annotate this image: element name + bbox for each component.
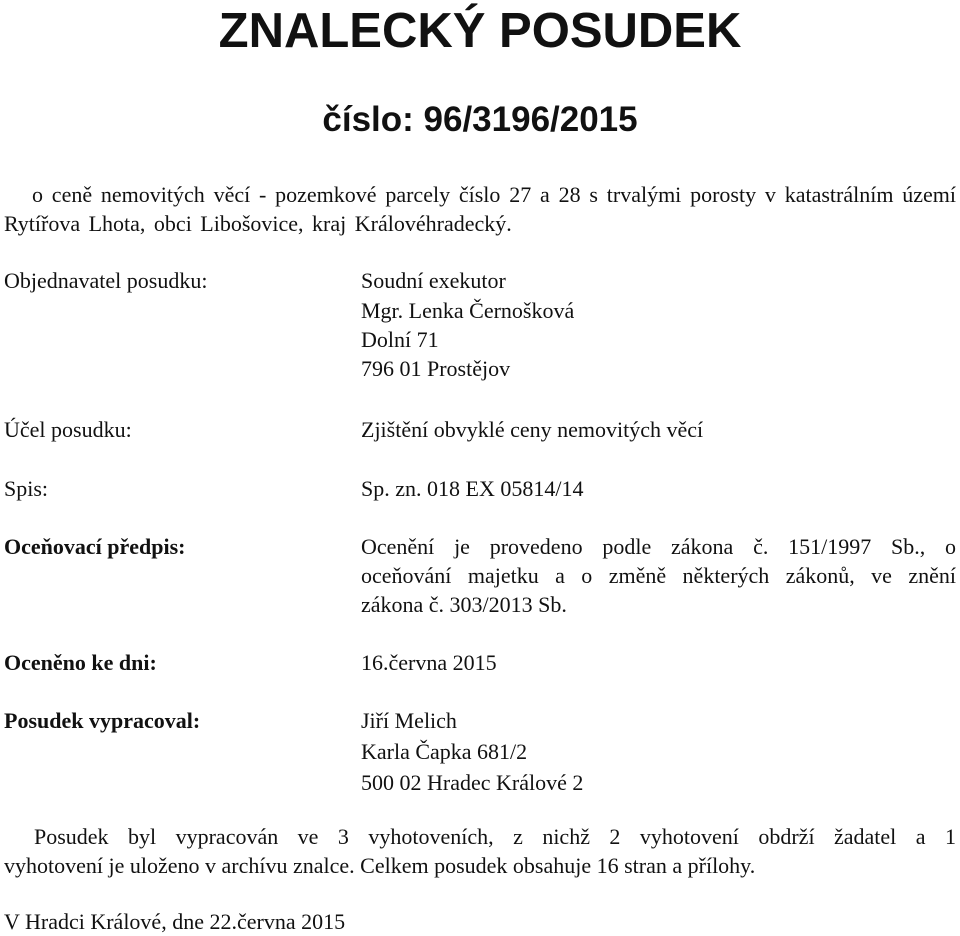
regulation-label: Oceňovací předpis:	[4, 534, 186, 559]
closing-paragraph	[4, 822, 956, 880]
purpose-label: Účel posudku:	[4, 417, 132, 442]
author-line: Karla Čapka 681/2	[361, 739, 528, 764]
regulation-line: zákona č. 303/2013 Sb.	[361, 592, 567, 617]
regulation-value	[361, 532, 956, 619]
document-number: číslo: 96/3196/2015	[322, 100, 638, 139]
author-label: Posudek vypracoval:	[4, 708, 201, 733]
client-line: Mgr. Lenka Černošková	[361, 298, 575, 323]
place-and-date: V Hradci Králové, dne 22.června 2015	[4, 909, 346, 934]
intro-paragraph: o ceně nemovitých věcí - pozemkové parcely číslo 27 a 28 s trvalými porosty v katastrálním území Rytířova Lhota, obci Libošovice, kraj Královéhradecký.	[4, 182, 956, 236]
closing-line: vyhotovení je uloženo v archívu znalce. Celkem posudek obsahuje 16 stran a přílohy.	[4, 853, 756, 878]
file-value: Sp. zn. 018 EX 05814/14	[361, 476, 584, 501]
valuation-date-value: 16.června 2015	[361, 650, 497, 675]
purpose-value: Zjištění obvyklé ceny nemovitých věcí	[361, 417, 704, 442]
author-line: 500 02 Hradec Králové 2	[361, 770, 584, 795]
author-line: Jiří Melich	[361, 708, 457, 733]
client-label: Objednavatel posudku:	[4, 268, 208, 293]
client-address	[361, 266, 956, 383]
regulation-line: Ocenění je provedeno podle zákona č. 151/1997 Sb., o	[361, 534, 956, 559]
client-line: Dolní 71	[361, 327, 439, 352]
file-label: Spis:	[4, 476, 49, 501]
client-line: 796 01 Prostějov	[361, 356, 511, 381]
client-line: Soudní exekutor	[361, 268, 506, 293]
valuation-date-label: Oceněno ke dni:	[4, 650, 157, 675]
author-address	[361, 706, 956, 797]
document-title: ZNALECKÝ POSUDEK	[218, 4, 742, 58]
closing-line: Posudek byl vypracován ve 3 vyhotoveních, z nichž 2 vyhotovení obdrží žadatel a 1	[34, 824, 956, 849]
regulation-line: oceňování majetku a o změně některých zákonů, ve znění	[361, 563, 956, 588]
